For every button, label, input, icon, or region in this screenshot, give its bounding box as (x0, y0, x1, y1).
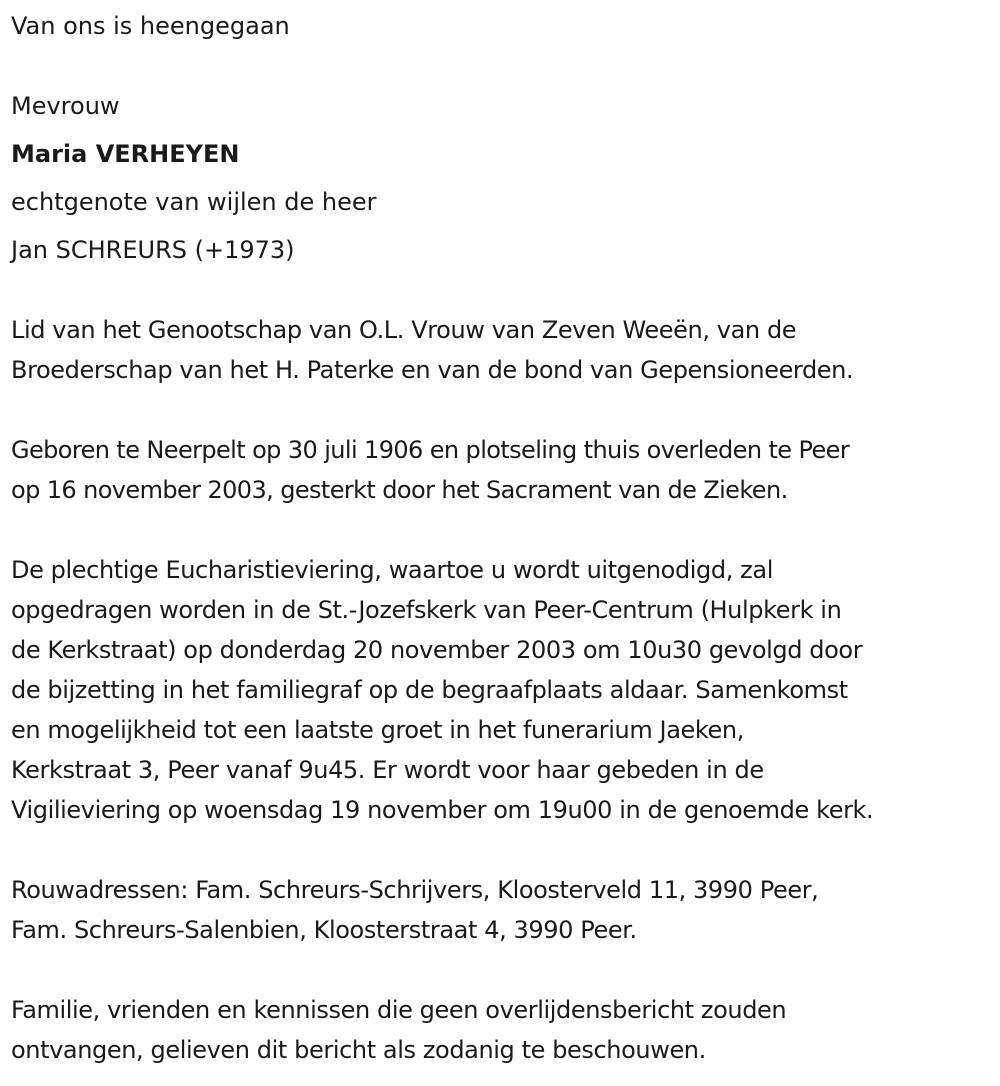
paragraph-line: Familie, vrienden en kennissen die geen overlijdensbericht zouden (11, 996, 787, 1024)
paragraph-line: Lid van het Genootschap van O.L. Vrouw van Zeven Weeën, van de (11, 316, 797, 344)
membership-paragraph (11, 310, 853, 390)
paragraph-line: Rouwadressen: Fam. Schreurs-Schrijvers, Kloosterveld 11, 3990 Peer, (11, 876, 819, 904)
paragraph-line: Geboren te Neerpelt op 30 juli 1906 en plotseling thuis overleden te Peer (11, 436, 850, 464)
spouse-name: Jan SCHREURS (+1973) (11, 236, 295, 264)
paragraph-line: en mogelijkheid tot een laatste groet in het funerarium Jaeken, (11, 716, 744, 744)
paragraph-line: Vigilieviering op woensdag 19 november om 19u00 in de genoemde kerk. (11, 796, 874, 824)
addresses-paragraph (11, 870, 818, 950)
paragraph-line: Broederschap van het H. Paterke en van de bond van Gepensioneerden. (11, 356, 854, 384)
spouse-relation: echtgenote van wijlen de heer (11, 188, 377, 216)
paragraph-line: ontvangen, gelieven dit bericht als zodanig te beschouwen. (11, 1036, 706, 1064)
paragraph-line: De plechtige Eucharistieviering, waartoe u wordt uitgenodigd, zal (11, 556, 773, 584)
paragraph-line: de Kerkstraat) op donderdag 20 november 2003 om 10u30 gevolgd door (11, 636, 863, 664)
closing-paragraph (11, 990, 786, 1070)
paragraph-line: opgedragen worden in de St.-Jozefskerk van Peer-Centrum (Hulpkerk in (11, 596, 842, 624)
paragraph-line: Fam. Schreurs-Salenbien, Kloosterstraat 4, 3990 Peer. (11, 916, 637, 944)
ceremony-paragraph (11, 550, 873, 830)
deceased-name: Maria VERHEYEN (11, 140, 240, 168)
paragraph-line: Kerkstraat 3, Peer vanaf 9u45. Er wordt voor haar gebeden in de (11, 756, 764, 784)
birth-death-paragraph (11, 430, 849, 510)
paragraph-line: de bijzetting in het familiegraf op de begraafplaats aldaar. Samenkomst (11, 676, 848, 704)
paragraph-line: op 16 november 2003, gesterkt door het Sacrament van de Zieken. (11, 476, 788, 504)
honorific: Mevrouw (11, 92, 120, 120)
intro-line: Van ons is heengegaan (11, 12, 290, 40)
